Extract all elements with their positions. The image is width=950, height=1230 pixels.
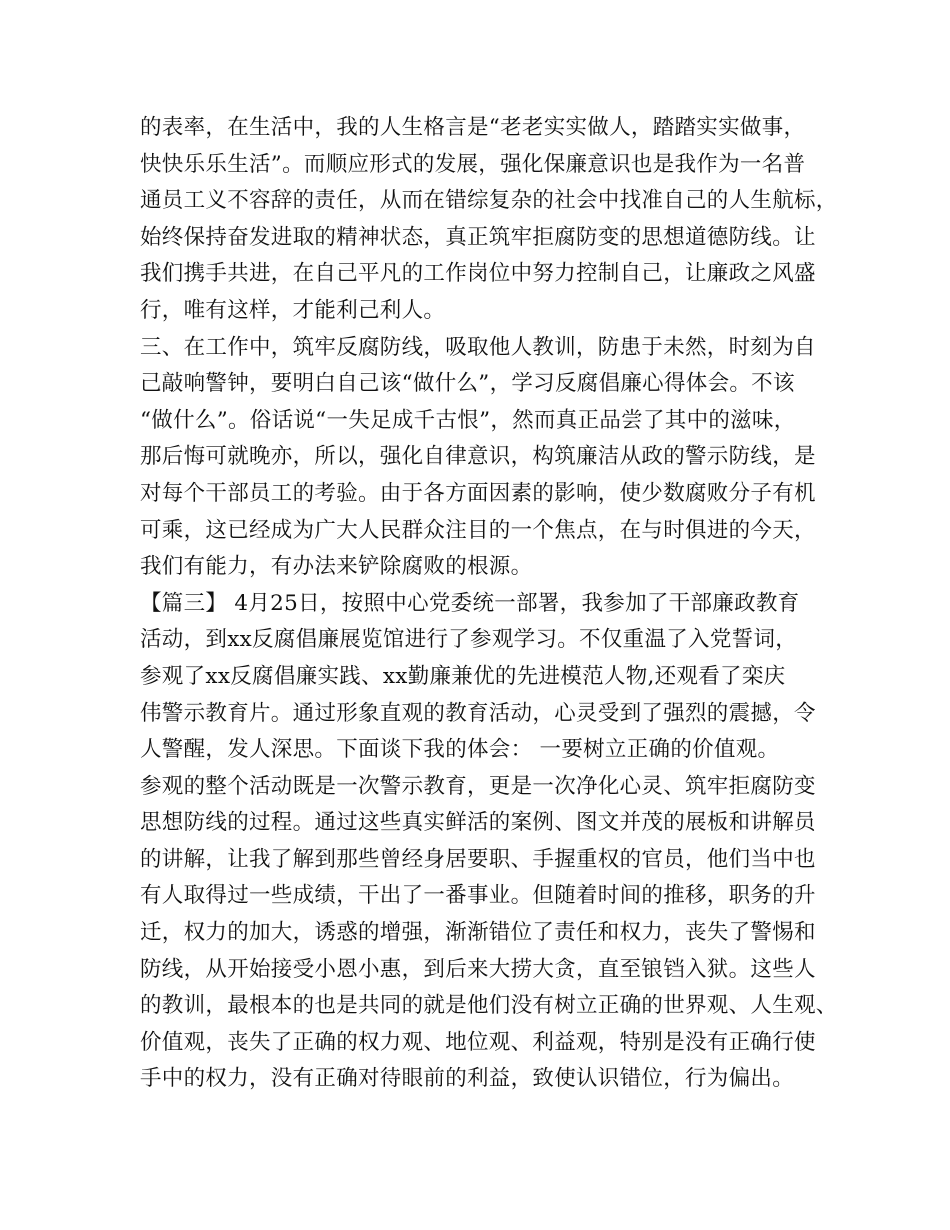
text-line: 的教训，最根本的也是共同的就是他们没有树立正确的世界观、人生观、: [140, 993, 838, 1019]
text-line: 行，唯有这样，才能利己利人。: [140, 297, 446, 323]
text-line: 手中的权力，没有正确对待眼前的利益，致使认识错位，行为偏出。: [140, 1066, 795, 1092]
text-line: 我们携手共进，在自己平凡的工作岗位中努力控制自己，让廉政之风盛: [140, 261, 816, 287]
text-line: 的表率，在生活中，我的人生格言是“老老实实做人，踏踏实实做事，: [140, 115, 806, 140]
text-line: 对每个干部员工的考验。由于各方面因素的影响，使少数腐败分子有机: [140, 480, 816, 506]
text-line: 伟警示教育片。通过形象直观的教育活动，心灵受到了强烈的震撼，令: [140, 700, 816, 726]
text-line: 人警醒，发人深思。下面谈下我的体会： 一要树立正确的价值观。: [140, 737, 780, 763]
document-body: [140, 110, 840, 1098]
text-line: 迁，权力的加大，诱惑的增强，渐渐错位了责任和权力，丧失了警惕和: [140, 920, 816, 946]
text-line: 可乘，这已经成为广大人民群众注目的一个焦点，在与时俱进的今天，: [140, 517, 816, 543]
section-heading-line: 【篇三】 4月25日，按照中心党委统一部署，我参加了干部廉政教育: [140, 590, 800, 616]
text-line: 的讲解，让我了解到那些曾经身居要职、手握重权的官员，他们当中也: [140, 846, 816, 872]
text-line: 价值观，丧失了正确的权力观、地位观、利益观，特别是没有正确行使: [140, 1029, 816, 1055]
text-line: 通员工义不容辞的责任，从而在错综复杂的社会中找准自己的人生航标，: [140, 188, 838, 214]
text-line: 三、在工作中，筑牢反腐防线，吸取他人教训，防患于未然，时刻为自: [140, 334, 816, 360]
text-line: 我们有能力，有办法来铲除腐败的根源。: [140, 554, 533, 580]
text-line: 始终保持奋发进取的精神状态，真正筑牢拒腐防变的思想道德防线。让: [140, 224, 816, 250]
text-line: 活动，到xx反腐倡廉展览馆进行了参观学习。不仅重温了入党誓词，: [140, 627, 798, 653]
text-line: 参观的整个活动既是一次警示教育，更是一次净化心灵、筑牢拒腐防变: [140, 773, 816, 799]
text-line: 思想防线的过程。通过这些真实鲜活的案例、图文并茂的展板和讲解员: [140, 810, 816, 836]
text-line: 那后悔可就晚亦，所以，强化自律意识，构筑廉洁从政的警示防线，是: [140, 444, 816, 470]
text-line: 快快乐乐生活”。而顺应形式的发展，强化保廉意识也是我作为一名普: [140, 151, 806, 177]
text-line: “做什么”。俗话说“一失足成千古恨”，然而真正品尝了其中的滋味，: [140, 407, 796, 433]
text-line: 己敲响警钟，要明白自己该“做什么”，学习反腐倡廉心得体会。不该: [140, 371, 795, 397]
text-line: 有人取得过一些成绩，干出了一番事业。但随着时间的推移，职务的升: [140, 883, 816, 909]
text-line: 防线，从开始接受小恩小惠，到后来大捞大贪，直至锒铛入狱。这些人: [140, 956, 816, 982]
text-line: 参观了xx反腐倡廉实践、xx勤廉兼优的先进模范人物,还观看了栾庆: [140, 663, 786, 689]
